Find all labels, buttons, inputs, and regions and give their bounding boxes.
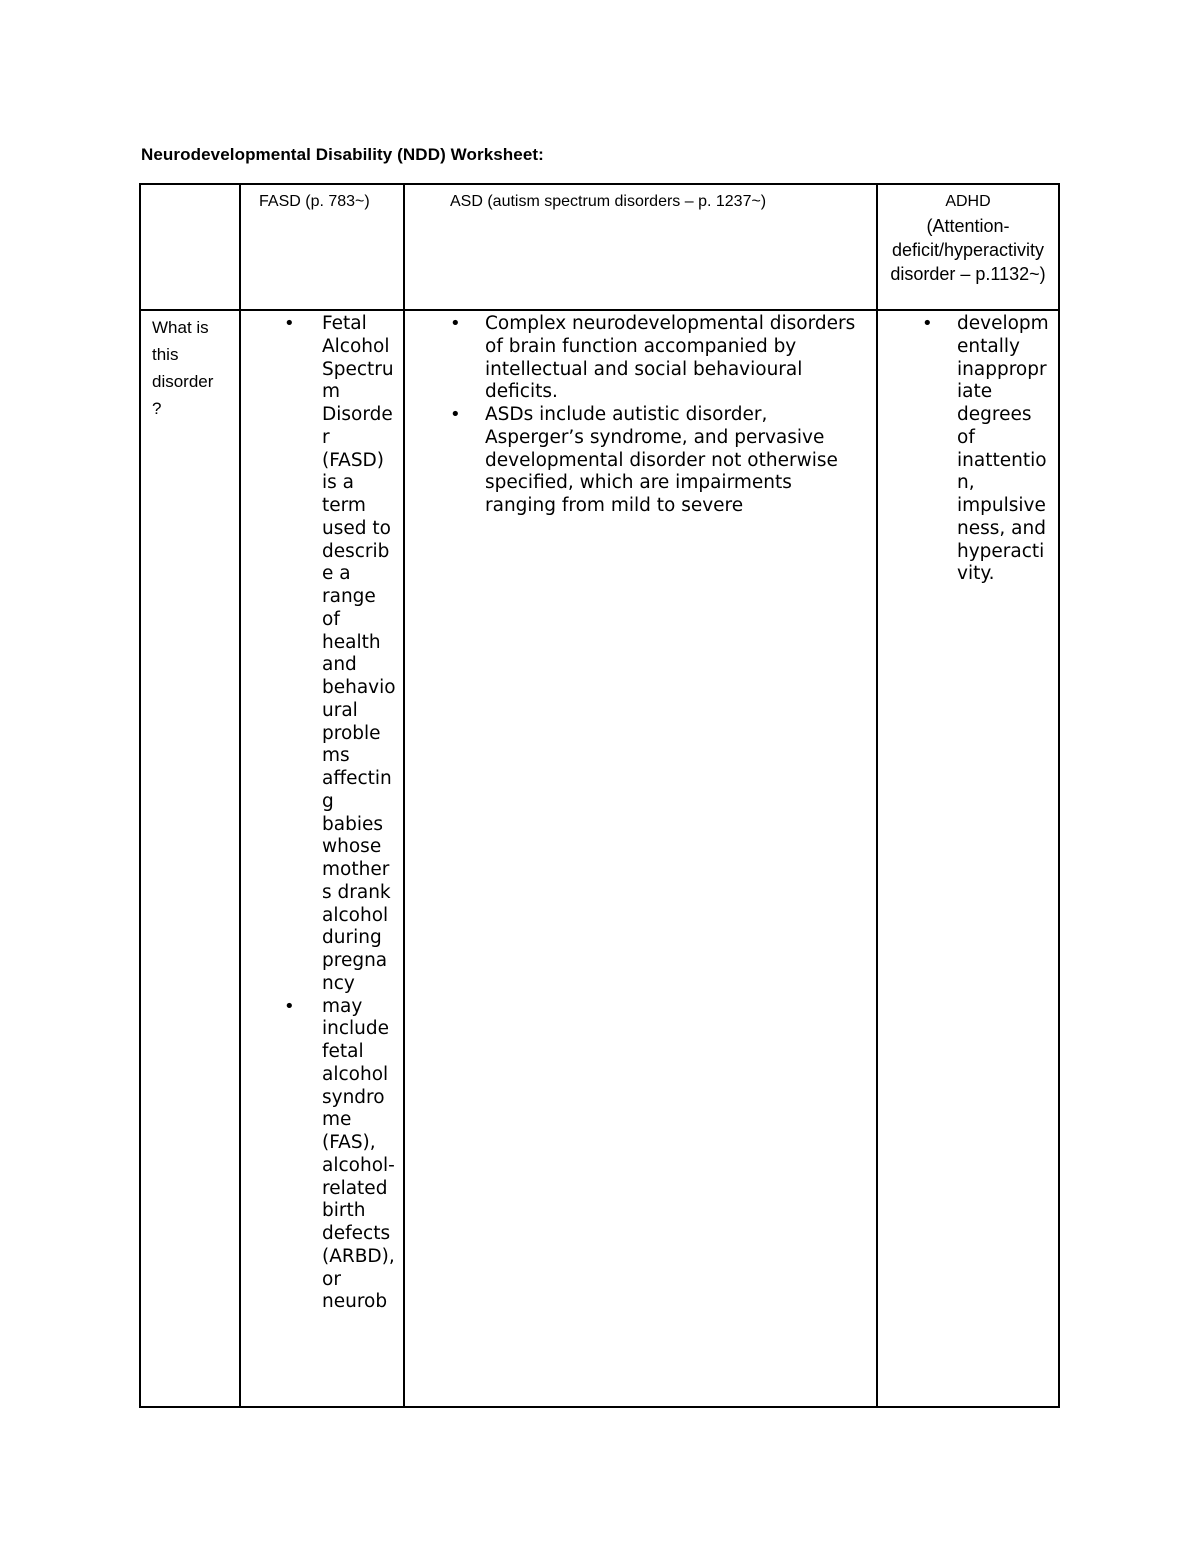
asd-list (405, 311, 865, 518)
header-row (140, 184, 1059, 310)
list-item (284, 313, 396, 996)
header-asd: ASD (autism spectrum disorders – p. 1237~) (450, 193, 767, 210)
row-label-cell (140, 310, 240, 1407)
ndd-worksheet-table (139, 183, 1060, 1408)
list-item-text: developmentally inappropriate degrees of inattention, impulsiveness, and hyperactivity. (957, 313, 1049, 585)
page-title: Neurodevelopmental Disability (NDD) Worksheet: (141, 145, 544, 164)
header-fasd: FASD (p. 783~) (259, 193, 370, 210)
list-item-text: Complex neurodevelopmental disorders of brain function accompanied by intellectual and social behavioural deficits. (485, 313, 856, 403)
fasd-cell (240, 310, 404, 1407)
list-item (450, 313, 865, 404)
list-item (284, 995, 396, 1315)
bullet-icon: • (450, 404, 461, 425)
header-empty-cell (140, 184, 240, 310)
table-row (140, 310, 1059, 1407)
asd-cell (404, 310, 877, 1407)
bullet-icon: • (450, 313, 461, 334)
list-item-text: may include fetal alcohol syndrome (FAS), alcohol-related birth defects (ARBD), or neurob (322, 995, 395, 1313)
header-adhd-cell (877, 184, 1059, 310)
adhd-list (878, 311, 1049, 586)
header-adhd-subtitle: (Attention-deficit/hyperactivity disorder – p.1132~) (890, 216, 1046, 284)
header-asd-cell (404, 184, 877, 310)
bullet-icon: • (922, 313, 933, 334)
header-fasd-cell (240, 184, 404, 310)
list-item-text: Fetal Alcohol Spectrum Disorder (FASD) is a term used to describe a range of health and behavioural problems affecting babies whose mothers drank alcohol during pregnancy (322, 313, 396, 994)
row-label: What is this disorder ? (152, 318, 214, 418)
list-item-text: ASDs include autistic disorder, Asperger’s syndrome, and pervasive developmental disorder not otherwise specified, which are impairments ranging from mild to severe (485, 404, 838, 516)
bullet-icon: • (284, 313, 295, 334)
header-adhd: ADHD (945, 193, 991, 210)
list-item (450, 404, 865, 518)
adhd-cell (877, 310, 1059, 1407)
fasd-list (241, 311, 396, 1314)
list-item (922, 313, 1049, 586)
bullet-icon: • (284, 995, 295, 1017)
